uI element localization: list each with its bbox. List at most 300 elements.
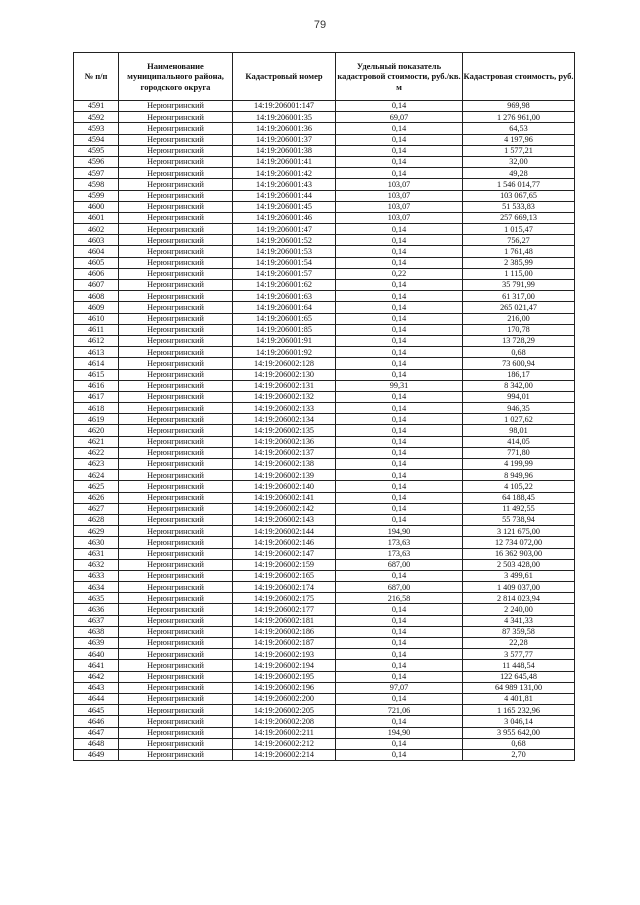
specific-value: 0,14 — [336, 145, 463, 156]
table-header-row — [74, 53, 575, 101]
specific-value: 0,14 — [336, 425, 463, 436]
cadastral-number: 14:19:206002:186 — [233, 626, 336, 637]
page-number: 79 — [313, 19, 327, 31]
cadastral-cost: 0,68 — [463, 347, 575, 358]
cadastral-number: 14:19:206001:52 — [233, 235, 336, 246]
district-name: Нерюнгринский — [119, 403, 233, 414]
table-row — [74, 280, 575, 291]
cadastral-cost: 2 503 428,00 — [463, 559, 575, 570]
cadastral-number: 14:19:206002:139 — [233, 470, 336, 481]
district-name: Нерюнгринский — [119, 268, 233, 279]
table-row — [74, 112, 575, 123]
specific-value: 103,07 — [336, 190, 463, 201]
cadastral-cost: 2 385,99 — [463, 257, 575, 268]
cadastral-number: 14:19:206001:41 — [233, 156, 336, 167]
cadastral-number: 14:19:206001:91 — [233, 335, 336, 346]
specific-value: 0,14 — [336, 649, 463, 660]
row-number: 4592 — [74, 112, 119, 123]
cadastral-cost: 1 276 961,00 — [463, 112, 575, 123]
row-number: 4637 — [74, 615, 119, 626]
specific-value: 0,14 — [336, 257, 463, 268]
cadastral-cost: 8 342,00 — [463, 380, 575, 391]
cadastral-cost: 1 115,00 — [463, 268, 575, 279]
specific-value: 0,14 — [336, 738, 463, 749]
specific-value: 0,14 — [336, 447, 463, 458]
cadastral-cost: 13 728,29 — [463, 335, 575, 346]
cadastral-cost: 122 645,48 — [463, 671, 575, 682]
specific-value: 0,14 — [336, 470, 463, 481]
cadastral-number: 14:19:206001:62 — [233, 280, 336, 291]
district-name: Нерюнгринский — [119, 447, 233, 458]
district-name: Нерюнгринский — [119, 693, 233, 704]
district-name: Нерюнгринский — [119, 280, 233, 291]
row-number: 4597 — [74, 168, 119, 179]
cadastral-cost: 1 027,62 — [463, 414, 575, 425]
district-name: Нерюнгринский — [119, 503, 233, 514]
row-number: 4645 — [74, 705, 119, 716]
cadastral-number: 14:19:206001:57 — [233, 268, 336, 279]
cadastral-number: 14:19:206001:92 — [233, 347, 336, 358]
row-number: 4627 — [74, 503, 119, 514]
table-row — [74, 559, 575, 570]
row-number: 4600 — [74, 201, 119, 212]
cadastral-cost: 994,01 — [463, 391, 575, 402]
row-number: 4619 — [74, 414, 119, 425]
district-name: Нерюнгринский — [119, 212, 233, 223]
district-name: Нерюнгринский — [119, 436, 233, 447]
cadastral-number: 14:19:206002:142 — [233, 503, 336, 514]
district-name: Нерюнгринский — [119, 716, 233, 727]
specific-value: 0,14 — [336, 615, 463, 626]
specific-value: 0,14 — [336, 235, 463, 246]
specific-value: 0,14 — [336, 369, 463, 380]
cadastral-number: 14:19:206001:44 — [233, 190, 336, 201]
cadastral-cost: 1 015,47 — [463, 224, 575, 235]
table-row — [74, 548, 575, 559]
cadastral-cost: 4 401,81 — [463, 693, 575, 704]
row-number: 4621 — [74, 436, 119, 447]
specific-value: 0,14 — [336, 156, 463, 167]
header-cadastral-cost: Кадастровая стоимость, руб. — [463, 53, 575, 101]
table-row — [74, 391, 575, 402]
row-number: 4644 — [74, 693, 119, 704]
table-row — [74, 257, 575, 268]
district-name: Нерюнгринский — [119, 559, 233, 570]
cadastral-number: 14:19:206002:143 — [233, 514, 336, 525]
row-number: 4646 — [74, 716, 119, 727]
specific-value: 687,00 — [336, 559, 463, 570]
cadastral-cost: 35 791,99 — [463, 280, 575, 291]
specific-value: 0,14 — [336, 414, 463, 425]
district-name: Нерюнгринский — [119, 201, 233, 212]
cadastral-cost: 257 669,13 — [463, 212, 575, 223]
table-body — [74, 101, 575, 761]
cadastral-number: 14:19:206001:85 — [233, 324, 336, 335]
specific-value: 0,14 — [336, 313, 463, 324]
row-number: 4642 — [74, 671, 119, 682]
specific-value: 0,14 — [336, 391, 463, 402]
table-row — [74, 604, 575, 615]
cadastral-number: 14:19:206002:177 — [233, 604, 336, 615]
cadastral-cost: 12 734 072,00 — [463, 537, 575, 548]
cadastral-cost: 64,53 — [463, 123, 575, 134]
table-row — [74, 302, 575, 313]
cadastral-cost: 16 362 903,00 — [463, 548, 575, 559]
table-row — [74, 101, 575, 112]
header-cadastral-number: Кадастровый номер — [233, 53, 336, 101]
specific-value: 0,14 — [336, 604, 463, 615]
district-name: Нерюнгринский — [119, 604, 233, 615]
specific-value: 0,14 — [336, 671, 463, 682]
row-number: 4626 — [74, 492, 119, 503]
table-row — [74, 324, 575, 335]
row-number: 4603 — [74, 235, 119, 246]
row-number: 4617 — [74, 391, 119, 402]
cadastral-number: 14:19:206002:137 — [233, 447, 336, 458]
specific-value: 0,14 — [336, 302, 463, 313]
cadastral-cost: 55 738,94 — [463, 514, 575, 525]
table-row — [74, 235, 575, 246]
table-row — [74, 358, 575, 369]
cadastral-cost: 4 341,33 — [463, 615, 575, 626]
cadastral-cost: 414,05 — [463, 436, 575, 447]
cadastral-number: 14:19:206002:135 — [233, 425, 336, 436]
district-name: Нерюнгринский — [119, 235, 233, 246]
row-number: 4631 — [74, 548, 119, 559]
cadastral-number: 14:19:206001:37 — [233, 134, 336, 145]
table-row — [74, 246, 575, 257]
row-number: 4610 — [74, 313, 119, 324]
table-row — [74, 716, 575, 727]
cadastral-cost: 265 021,47 — [463, 302, 575, 313]
row-number: 4622 — [74, 447, 119, 458]
district-name: Нерюнгринский — [119, 179, 233, 190]
cadastral-cost: 49,28 — [463, 168, 575, 179]
cadastral-cost: 969,98 — [463, 101, 575, 112]
row-number: 4632 — [74, 559, 119, 570]
cadastral-number: 14:19:206002:134 — [233, 414, 336, 425]
cadastral-number: 14:19:206001:46 — [233, 212, 336, 223]
cadastral-number: 14:19:206002:146 — [233, 537, 336, 548]
table-row — [74, 403, 575, 414]
specific-value: 0,14 — [336, 693, 463, 704]
cadastral-cost: 8 949,96 — [463, 470, 575, 481]
cadastral-number: 14:19:206002:159 — [233, 559, 336, 570]
district-name: Нерюнгринский — [119, 168, 233, 179]
specific-value: 0,14 — [336, 123, 463, 134]
cadastral-number: 14:19:206002:144 — [233, 526, 336, 537]
cadastral-cost: 0,68 — [463, 738, 575, 749]
cadastral-number: 14:19:206001:54 — [233, 257, 336, 268]
cadastral-number: 14:19:206002:181 — [233, 615, 336, 626]
cadastral-number: 14:19:206002:136 — [233, 436, 336, 447]
row-number: 4594 — [74, 134, 119, 145]
cadastral-number: 14:19:206002:194 — [233, 660, 336, 671]
table-row — [74, 268, 575, 279]
cadastral-number: 14:19:206002:141 — [233, 492, 336, 503]
row-number: 4634 — [74, 582, 119, 593]
district-name: Нерюнгринский — [119, 682, 233, 693]
row-number: 4613 — [74, 347, 119, 358]
specific-value: 0,14 — [336, 716, 463, 727]
cadastral-cost: 946,35 — [463, 403, 575, 414]
table-row — [74, 190, 575, 201]
table-row — [74, 335, 575, 346]
district-name: Нерюнгринский — [119, 638, 233, 649]
cadastral-cost: 87 359,58 — [463, 626, 575, 637]
cadastral-cost: 216,00 — [463, 313, 575, 324]
table-row — [74, 291, 575, 302]
cadastral-number: 14:19:206002:175 — [233, 593, 336, 604]
specific-value: 721,06 — [336, 705, 463, 716]
row-number: 4647 — [74, 727, 119, 738]
row-number: 4605 — [74, 257, 119, 268]
district-name: Нерюнгринский — [119, 358, 233, 369]
row-number: 4624 — [74, 470, 119, 481]
specific-value: 0,14 — [336, 570, 463, 581]
table-row — [74, 705, 575, 716]
table-row — [74, 369, 575, 380]
cadastral-number: 14:19:206002:138 — [233, 459, 336, 470]
row-number: 4648 — [74, 738, 119, 749]
specific-value: 0,14 — [336, 280, 463, 291]
table-row — [74, 425, 575, 436]
specific-value: 0,14 — [336, 481, 463, 492]
table-row — [74, 682, 575, 693]
table-row — [74, 514, 575, 525]
row-number: 4608 — [74, 291, 119, 302]
cadastral-cost: 64 188,45 — [463, 492, 575, 503]
cadastral-cost: 2 814 023,94 — [463, 593, 575, 604]
row-number: 4595 — [74, 145, 119, 156]
cadastral-cost: 61 317,00 — [463, 291, 575, 302]
cadastral-number: 14:19:206002:196 — [233, 682, 336, 693]
district-name: Нерюнгринский — [119, 537, 233, 548]
header-specific-value: Удельный показатель кадастровой стоимости, руб./кв. м — [336, 53, 463, 101]
row-number: 4601 — [74, 212, 119, 223]
table-row — [74, 503, 575, 514]
district-name: Нерюнгринский — [119, 492, 233, 503]
district-name: Нерюнгринский — [119, 548, 233, 559]
cadastral-cost: 3 955 642,00 — [463, 727, 575, 738]
cadastral-cost: 186,17 — [463, 369, 575, 380]
specific-value: 0,14 — [336, 436, 463, 447]
district-name: Нерюнгринский — [119, 291, 233, 302]
cadastral-cost: 2,70 — [463, 749, 575, 760]
table-row — [74, 693, 575, 704]
cadastral-cost: 3 121 675,00 — [463, 526, 575, 537]
cadastral-cost: 1 165 232,96 — [463, 705, 575, 716]
cadastral-number: 14:19:206002:174 — [233, 582, 336, 593]
cadastral-cost: 98,01 — [463, 425, 575, 436]
row-number: 4628 — [74, 514, 119, 525]
cadastral-number: 14:19:206002:133 — [233, 403, 336, 414]
district-name: Нерюнгринский — [119, 156, 233, 167]
cadastral-number: 14:19:206001:47 — [233, 224, 336, 235]
cadastral-number: 14:19:206001:36 — [233, 123, 336, 134]
specific-value: 0,14 — [336, 503, 463, 514]
district-name: Нерюнгринский — [119, 391, 233, 402]
cadastral-cost: 1 577,21 — [463, 145, 575, 156]
table-row — [74, 145, 575, 156]
cadastral-number: 14:19:206002:195 — [233, 671, 336, 682]
district-name: Нерюнгринский — [119, 190, 233, 201]
specific-value: 0,14 — [336, 224, 463, 235]
cadastral-number: 14:19:206001:63 — [233, 291, 336, 302]
row-number: 4607 — [74, 280, 119, 291]
specific-value: 0,14 — [336, 246, 463, 257]
header-district: Наименование муниципального района, городского округа — [119, 53, 233, 101]
specific-value: 0,14 — [336, 403, 463, 414]
table-row — [74, 470, 575, 481]
row-number: 4623 — [74, 459, 119, 470]
table-row — [74, 212, 575, 223]
district-name: Нерюнгринский — [119, 224, 233, 235]
table-row — [74, 593, 575, 604]
row-number: 4618 — [74, 403, 119, 414]
table-row — [74, 414, 575, 425]
row-number: 4616 — [74, 380, 119, 391]
district-name: Нерюнгринский — [119, 749, 233, 760]
table-row — [74, 537, 575, 548]
table-row — [74, 626, 575, 637]
district-name: Нерюнгринский — [119, 459, 233, 470]
table-row — [74, 649, 575, 660]
cadastral-number: 14:19:206002:128 — [233, 358, 336, 369]
specific-value: 69,07 — [336, 112, 463, 123]
row-number: 4639 — [74, 638, 119, 649]
district-name: Нерюнгринский — [119, 615, 233, 626]
table-row — [74, 615, 575, 626]
district-name: Нерюнгринский — [119, 425, 233, 436]
district-name: Нерюнгринский — [119, 335, 233, 346]
district-name: Нерюнгринский — [119, 626, 233, 637]
row-number: 4596 — [74, 156, 119, 167]
table-row — [74, 201, 575, 212]
specific-value: 0,14 — [336, 749, 463, 760]
cadastral-cost: 4 197,96 — [463, 134, 575, 145]
district-name: Нерюнгринский — [119, 481, 233, 492]
row-number: 4633 — [74, 570, 119, 581]
table-row — [74, 582, 575, 593]
specific-value: 0,22 — [336, 268, 463, 279]
cadastral-cost: 103 067,65 — [463, 190, 575, 201]
cadastral-number: 14:19:206001:147 — [233, 101, 336, 112]
row-number: 4640 — [74, 649, 119, 660]
cadastral-cost: 11 448,54 — [463, 660, 575, 671]
cadastral-cost: 3 499,61 — [463, 570, 575, 581]
district-name: Нерюнгринский — [119, 313, 233, 324]
district-name: Нерюнгринский — [119, 705, 233, 716]
header-number: № п/п — [74, 53, 119, 101]
table-row — [74, 570, 575, 581]
cadastral-number: 14:19:206002:187 — [233, 638, 336, 649]
table-row — [74, 313, 575, 324]
cadastral-cost: 64 989 131,00 — [463, 682, 575, 693]
specific-value: 0,14 — [336, 347, 463, 358]
cadastral-number: 14:19:206002:131 — [233, 380, 336, 391]
district-name: Нерюнгринский — [119, 470, 233, 481]
row-number: 4609 — [74, 302, 119, 313]
cadastral-value-table — [73, 52, 575, 761]
row-number: 4593 — [74, 123, 119, 134]
district-name: Нерюнгринский — [119, 246, 233, 257]
cadastral-cost: 1 546 014,77 — [463, 179, 575, 190]
cadastral-cost: 51 533,83 — [463, 201, 575, 212]
cadastral-cost: 73 600,94 — [463, 358, 575, 369]
cadastral-cost: 1 761,48 — [463, 246, 575, 257]
district-name: Нерюнгринский — [119, 593, 233, 604]
specific-value: 99,31 — [336, 380, 463, 391]
specific-value: 0,14 — [336, 291, 463, 302]
cadastral-cost: 170,78 — [463, 324, 575, 335]
cadastral-number: 14:19:206002:205 — [233, 705, 336, 716]
table-row — [74, 749, 575, 760]
specific-value: 0,14 — [336, 492, 463, 503]
specific-value: 0,14 — [336, 358, 463, 369]
district-name: Нерюнгринский — [119, 257, 233, 268]
row-number: 4643 — [74, 682, 119, 693]
cadastral-number: 14:19:206001:53 — [233, 246, 336, 257]
row-number: 4630 — [74, 537, 119, 548]
cadastral-number: 14:19:206002:140 — [233, 481, 336, 492]
district-name: Нерюнгринский — [119, 738, 233, 749]
specific-value: 97,07 — [336, 682, 463, 693]
row-number: 4635 — [74, 593, 119, 604]
district-name: Нерюнгринский — [119, 324, 233, 335]
row-number: 4599 — [74, 190, 119, 201]
table-row — [74, 123, 575, 134]
row-number: 4615 — [74, 369, 119, 380]
district-name: Нерюнгринский — [119, 671, 233, 682]
district-name: Нерюнгринский — [119, 134, 233, 145]
table-row — [74, 638, 575, 649]
row-number: 4602 — [74, 224, 119, 235]
table-row — [74, 134, 575, 145]
cadastral-cost: 4 105,22 — [463, 481, 575, 492]
row-number: 4611 — [74, 324, 119, 335]
cadastral-number: 14:19:206001:43 — [233, 179, 336, 190]
district-name: Нерюнгринский — [119, 123, 233, 134]
district-name: Нерюнгринский — [119, 145, 233, 156]
table-row — [74, 671, 575, 682]
specific-value: 0,14 — [336, 626, 463, 637]
cadastral-number: 14:19:206001:42 — [233, 168, 336, 179]
cadastral-number: 14:19:206002:165 — [233, 570, 336, 581]
row-number: 4591 — [74, 101, 119, 112]
cadastral-cost: 1 409 037,00 — [463, 582, 575, 593]
specific-value: 687,00 — [336, 582, 463, 593]
cadastral-number: 14:19:206002:132 — [233, 391, 336, 402]
cadastral-number: 14:19:206002:200 — [233, 693, 336, 704]
row-number: 4598 — [74, 179, 119, 190]
specific-value: 0,14 — [336, 459, 463, 470]
cadastral-number: 14:19:206001:35 — [233, 112, 336, 123]
cadastral-cost: 3 577,77 — [463, 649, 575, 660]
cadastral-cost: 771,80 — [463, 447, 575, 458]
table-row — [74, 660, 575, 671]
specific-value: 173,63 — [336, 548, 463, 559]
cadastral-cost: 22,28 — [463, 638, 575, 649]
cadastral-number: 14:19:206001:64 — [233, 302, 336, 313]
table-row — [74, 224, 575, 235]
table-row — [74, 492, 575, 503]
row-number: 4649 — [74, 749, 119, 760]
table-row — [74, 459, 575, 470]
cadastral-number: 14:19:206002:208 — [233, 716, 336, 727]
district-name: Нерюнгринский — [119, 302, 233, 313]
row-number: 4629 — [74, 526, 119, 537]
